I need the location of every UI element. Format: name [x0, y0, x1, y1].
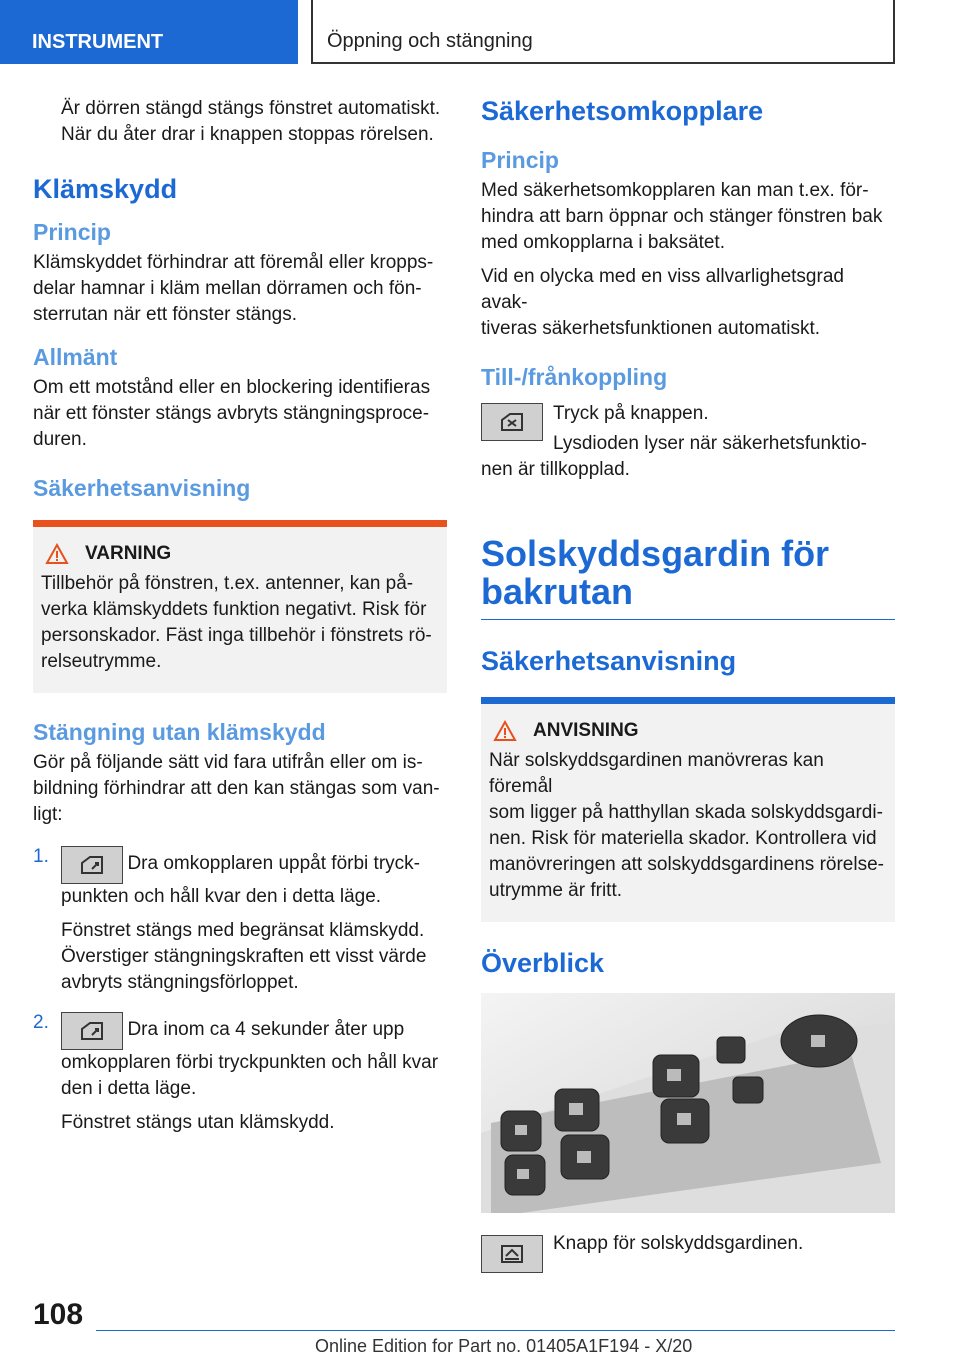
step-1	[33, 846, 447, 996]
chapter-tab	[311, 0, 895, 64]
warning-title	[41, 543, 439, 565]
photo-caption: Knapp för solskyddsgardinen.	[553, 1233, 804, 1254]
paragraph-line: när ett fönster stängs avbryts stängningsproce-	[33, 403, 430, 424]
paragraph-line: delar hamnar i kläm mellan dörramen och fön-	[33, 278, 422, 299]
klamskydd-heading: Klämskydd	[33, 174, 178, 204]
allmant-heading: Allmänt	[33, 344, 118, 370]
step-text: den i detta läge.	[61, 1078, 197, 1099]
paragraph-line: hindra att barn öppnar och stänger fönstren bak	[481, 206, 883, 227]
warning-label: VARNING	[85, 543, 172, 564]
note-line: När solskyddsgardinen manövreras kan föremål	[489, 750, 824, 797]
paragraph-line: duren.	[33, 429, 87, 450]
step-note: Fönstret stängs med begränsat klämskydd.	[61, 920, 425, 941]
step-text: Dra inom ca 4 sekunder åter upp	[127, 1019, 405, 1041]
paragraph-line: Om ett motstånd eller en blockering identifieras	[33, 377, 431, 398]
paragraph-line: Vid en olycka med en viss allvarlighetsgrad avak-	[481, 266, 844, 313]
window-switch-icon	[61, 846, 123, 884]
paragraph-line: Tryck på knappen.	[553, 403, 709, 424]
chapter-label: Öppning och stängning	[327, 30, 533, 52]
warning-triangle-icon	[45, 543, 69, 565]
sakerhetsanvisning-heading: Säkerhetsanvisning	[33, 475, 251, 501]
note-line: utrymme är fritt.	[489, 880, 623, 901]
step-note: Fönstret stängs utan klämskydd.	[61, 1112, 335, 1133]
page-number: 108	[33, 1298, 84, 1331]
stangning-heading: Stängning utan klämskydd	[33, 719, 326, 745]
step-text: omkopplaren förbi tryckpunkten och håll kvar	[61, 1052, 439, 1073]
paragraph-line: Med säkerhetsomkopplaren kan man t.ex. för-	[481, 180, 869, 201]
note-title	[489, 720, 887, 742]
section-tab	[0, 0, 298, 64]
footer-rule	[96, 1330, 895, 1331]
step-number: 2.	[33, 1012, 49, 1033]
note-line: som ligger på hatthyllan skada solskyddsgardi-	[489, 802, 883, 823]
sakerhetsomkopplare-heading: Säkerhetsomkopplare	[481, 96, 764, 126]
right-column	[481, 96, 895, 1275]
sakerhetsanvisning-heading: Säkerhetsanvisning	[481, 646, 737, 676]
till-franknoppling-heading: Till-/frånkoppling	[481, 364, 668, 390]
intro-text	[33, 96, 447, 148]
heading-line: Solskyddsgardin för	[481, 533, 830, 574]
warning-line: personskador. Fäst inga tillbehör i fönstrets rö-	[41, 625, 432, 646]
paragraph-line: Klämskyddet förhindrar att föremål eller kropps-	[33, 252, 434, 273]
paragraph-line: tiveras säkerhetsfunktionen automatiskt.	[481, 318, 821, 339]
overblick-heading: Överblick	[481, 948, 605, 978]
solskyddsgardin-heading	[481, 535, 895, 611]
step-text: Dra omkopplaren uppåt förbi tryck-	[127, 853, 420, 875]
note-box	[481, 697, 895, 922]
door-panel-photo	[481, 993, 895, 1213]
paragraph-line: nen är tillkopplad.	[481, 459, 630, 480]
step-text: punkten och håll kvar den i detta läge.	[61, 886, 382, 907]
warning-line: relseutrymme.	[41, 651, 162, 672]
princip-heading: Princip	[481, 147, 559, 173]
paragraph-line: Gör på följande sätt vid fara utifrån eller om is-	[33, 752, 423, 773]
paragraph-line: ligt:	[33, 804, 63, 825]
section-label: INSTRUMENT	[32, 31, 164, 53]
intro-line: När du åter drar i knappen stoppas rörelsen.	[61, 124, 434, 145]
paragraph-line: Lysdioden lyser när säkerhetsfunktio-	[553, 433, 868, 454]
step-note: Överstiger stängningskraften ett visst värde	[61, 946, 427, 967]
toggle-instruction	[481, 401, 895, 457]
heading-line: bakrutan	[481, 571, 634, 612]
princip-heading: Princip	[33, 219, 111, 245]
warning-triangle-icon	[493, 720, 517, 742]
note-line: nen. Risk för materiella skador. Kontrollera vid	[489, 828, 877, 849]
step-2	[33, 1012, 447, 1136]
warning-line: verka klämskyddets funktion negativt. Risk för	[41, 599, 427, 620]
warning-line: Tillbehör på fönstren, t.ex. antenner, kan på-	[41, 573, 414, 594]
step-note: avbryts stängningsförloppet.	[61, 972, 299, 993]
step-number: 1.	[33, 846, 49, 867]
warning-box	[33, 520, 447, 693]
edition-text: Online Edition for Part no. 01405A1F194 - X/20	[315, 1336, 693, 1356]
safety-switch-icon	[481, 403, 543, 441]
window-switch-icon	[61, 1012, 123, 1050]
paragraph-line: bildning förhindrar att den kan stängas som van-	[33, 778, 440, 799]
note-line: manövreringen att solskyddsgardinens rörelse-	[489, 854, 884, 875]
caption-row	[481, 1231, 895, 1275]
note-label: ANVISNING	[533, 720, 639, 741]
left-column	[33, 96, 447, 1136]
sunblind-button-icon	[481, 1235, 543, 1273]
paragraph-line: sterrutan när ett fönster stängs.	[33, 304, 298, 325]
paragraph-line: med omkopplarna i baksätet.	[481, 232, 725, 253]
intro-line: Är dörren stängd stängs fönstret automatiskt.	[61, 98, 441, 119]
